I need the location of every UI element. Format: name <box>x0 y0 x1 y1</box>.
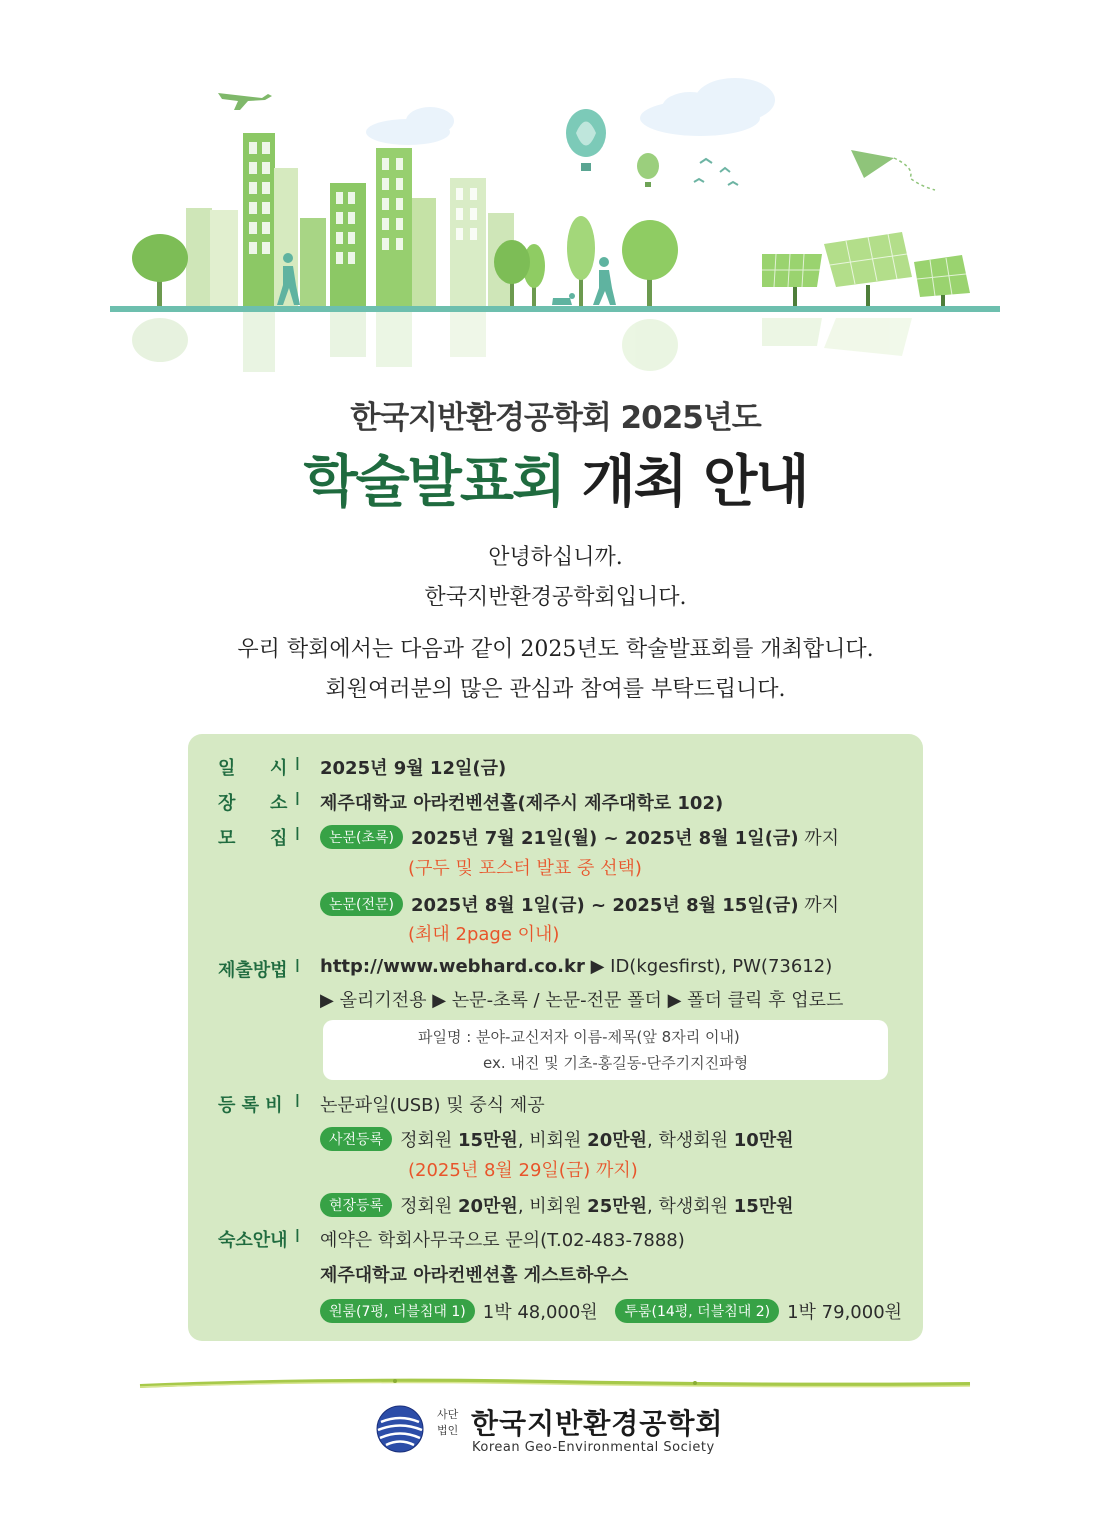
one-room-price: 1박 48,000원 <box>482 1302 598 1323</box>
fee-text: , 비회원 <box>517 1130 588 1151</box>
society-name: 한국지반환경공학회 <box>471 1407 724 1440</box>
city-illustration <box>0 0 1111 390</box>
logo-small-text: 법인 <box>437 1424 459 1437</box>
label-part: 집 <box>270 828 288 849</box>
pre-registration-line <box>320 1126 794 1152</box>
abstract-note: (구두 및 포스터 발표 중 선택) <box>408 858 642 879</box>
submission-steps: ▶ 올리기전용 ▶ 논문-초록 / 논문-전문 폴더 ▶ 폴더 클릭 후 업로드 <box>320 990 844 1011</box>
venue-value: 제주대학교 아라컨벤션홀(제주시 제주대학로 102) <box>320 793 724 814</box>
label-separator: I <box>294 824 300 845</box>
fee-amount: 20만원 <box>587 1130 647 1151</box>
label-text: 숙소안내 <box>218 1230 288 1251</box>
info-box <box>188 734 923 1341</box>
label-separator: I <box>294 956 300 977</box>
fee-text: 정회원 <box>400 1130 458 1151</box>
society-emblem-icon <box>375 1404 425 1454</box>
pre-deadline: (2025년 8월 29일(금) 까지) <box>408 1160 638 1181</box>
label-separator: I <box>294 754 300 775</box>
birds-icon <box>694 159 738 185</box>
label-part: 일 <box>218 758 236 779</box>
fee-amount: 25만원 <box>587 1196 647 1217</box>
full-paper-line <box>320 891 839 917</box>
label-part: 소 <box>270 793 288 814</box>
fee-amount: 15만원 <box>458 1130 518 1151</box>
society-name-english: Korean Geo-Environmental Society <box>472 1440 715 1455</box>
fee-text: , 학생회원 <box>647 1196 734 1217</box>
paper-plane-icon <box>851 150 935 190</box>
fee-amount: 15만원 <box>733 1196 794 1217</box>
pre-registration-tag: 사전등록 <box>320 1127 392 1151</box>
label-separator: I <box>294 789 300 810</box>
abstract-tag: 논문(초록) <box>320 825 403 849</box>
logo-small-text: 사단 <box>437 1408 459 1421</box>
label-text: 등 록 비 <box>218 1095 283 1116</box>
abstract-until: 까지 <box>804 828 840 849</box>
greeting-line-4: 회원여러분의 많은 관심과 참여를 부탁드립니다. <box>325 677 786 702</box>
filename-example: ex. 내진 및 기초-홍길동-단주기지진파형 <box>483 1054 749 1072</box>
room-prices <box>320 1298 902 1324</box>
two-room-price: 1박 79,000원 <box>787 1302 903 1323</box>
filename-rule: 파일명 : 분야-교신저자 이름-제목(앞 8자리 이내) <box>418 1028 740 1046</box>
abstract-period: 2025년 7월 21일(월) ~ 2025년 8월 1일(금) <box>411 828 799 849</box>
fee-amount: 10만원 <box>733 1130 794 1151</box>
solar-panels <box>762 232 970 308</box>
greeting-line-2: 한국지반환경공학회입니다. <box>424 585 687 610</box>
full-paper-until: 까지 <box>804 895 840 916</box>
walking-person-icon <box>277 253 616 305</box>
event-subtitle: 한국지반환경공학회 2025년도 <box>350 400 761 436</box>
webhard-link[interactable]: http://www.webhard.co.kr <box>320 956 585 977</box>
greeting-line-1: 안녕하십니까. <box>488 545 623 570</box>
onsite-registration-tag: 현장등록 <box>320 1193 392 1217</box>
lodging-contact: 예약은 학회사무국으로 문의(T.02-483-7888) <box>320 1230 685 1251</box>
full-paper-period: 2025년 8월 1일(금) ~ 2025년 8월 15일(금) <box>411 895 799 916</box>
filename-note <box>323 1020 888 1080</box>
label-text: 제출방법 <box>218 960 288 981</box>
airplane-icon <box>218 93 272 110</box>
credentials: ▶ ID(kgesfirst), PW(73612) <box>590 956 833 977</box>
lodging-place: 제주대학교 아라컨벤션홀 게스트하우스 <box>320 1265 629 1286</box>
title-highlight: 학술발표회 <box>303 450 565 515</box>
label-separator: I <box>294 1091 300 1112</box>
two-room-tag: 투룸(14평, 더블침대 2) <box>615 1299 779 1323</box>
fee-provided: 논문파일(USB) 및 중식 제공 <box>320 1095 545 1116</box>
full-paper-tag: 논문(전문) <box>320 892 403 916</box>
full-paper-note: (최대 2page 이내) <box>408 924 560 945</box>
reflection <box>132 312 912 372</box>
fee-text: , 비회원 <box>517 1196 588 1217</box>
one-room-tag: 원룸(7평, 더블침대 1) <box>320 1299 475 1323</box>
abstract-line <box>320 824 839 850</box>
fee-text: , 학생회원 <box>647 1130 734 1151</box>
event-title <box>0 438 1111 518</box>
label-part: 시 <box>270 758 288 779</box>
onsite-registration-line <box>320 1192 794 1218</box>
ground-line <box>110 306 1000 312</box>
date-value: 2025년 9월 12일(금) <box>320 758 507 779</box>
submission-line <box>320 956 832 977</box>
label-part: 장 <box>218 793 236 814</box>
greeting-text <box>0 538 1111 710</box>
fee-amount: 20만원 <box>458 1196 518 1217</box>
society-logo <box>375 1402 775 1464</box>
label-separator: I <box>294 1226 300 1247</box>
fee-text: 정회원 <box>400 1196 458 1217</box>
greeting-line-3: 우리 학회에서는 다음과 같이 2025년도 학술발표회를 개최합니다. <box>237 637 874 662</box>
title-rest: 개최 안내 <box>581 450 808 515</box>
label-part: 모 <box>218 828 236 849</box>
bamboo-divider <box>135 1372 975 1396</box>
